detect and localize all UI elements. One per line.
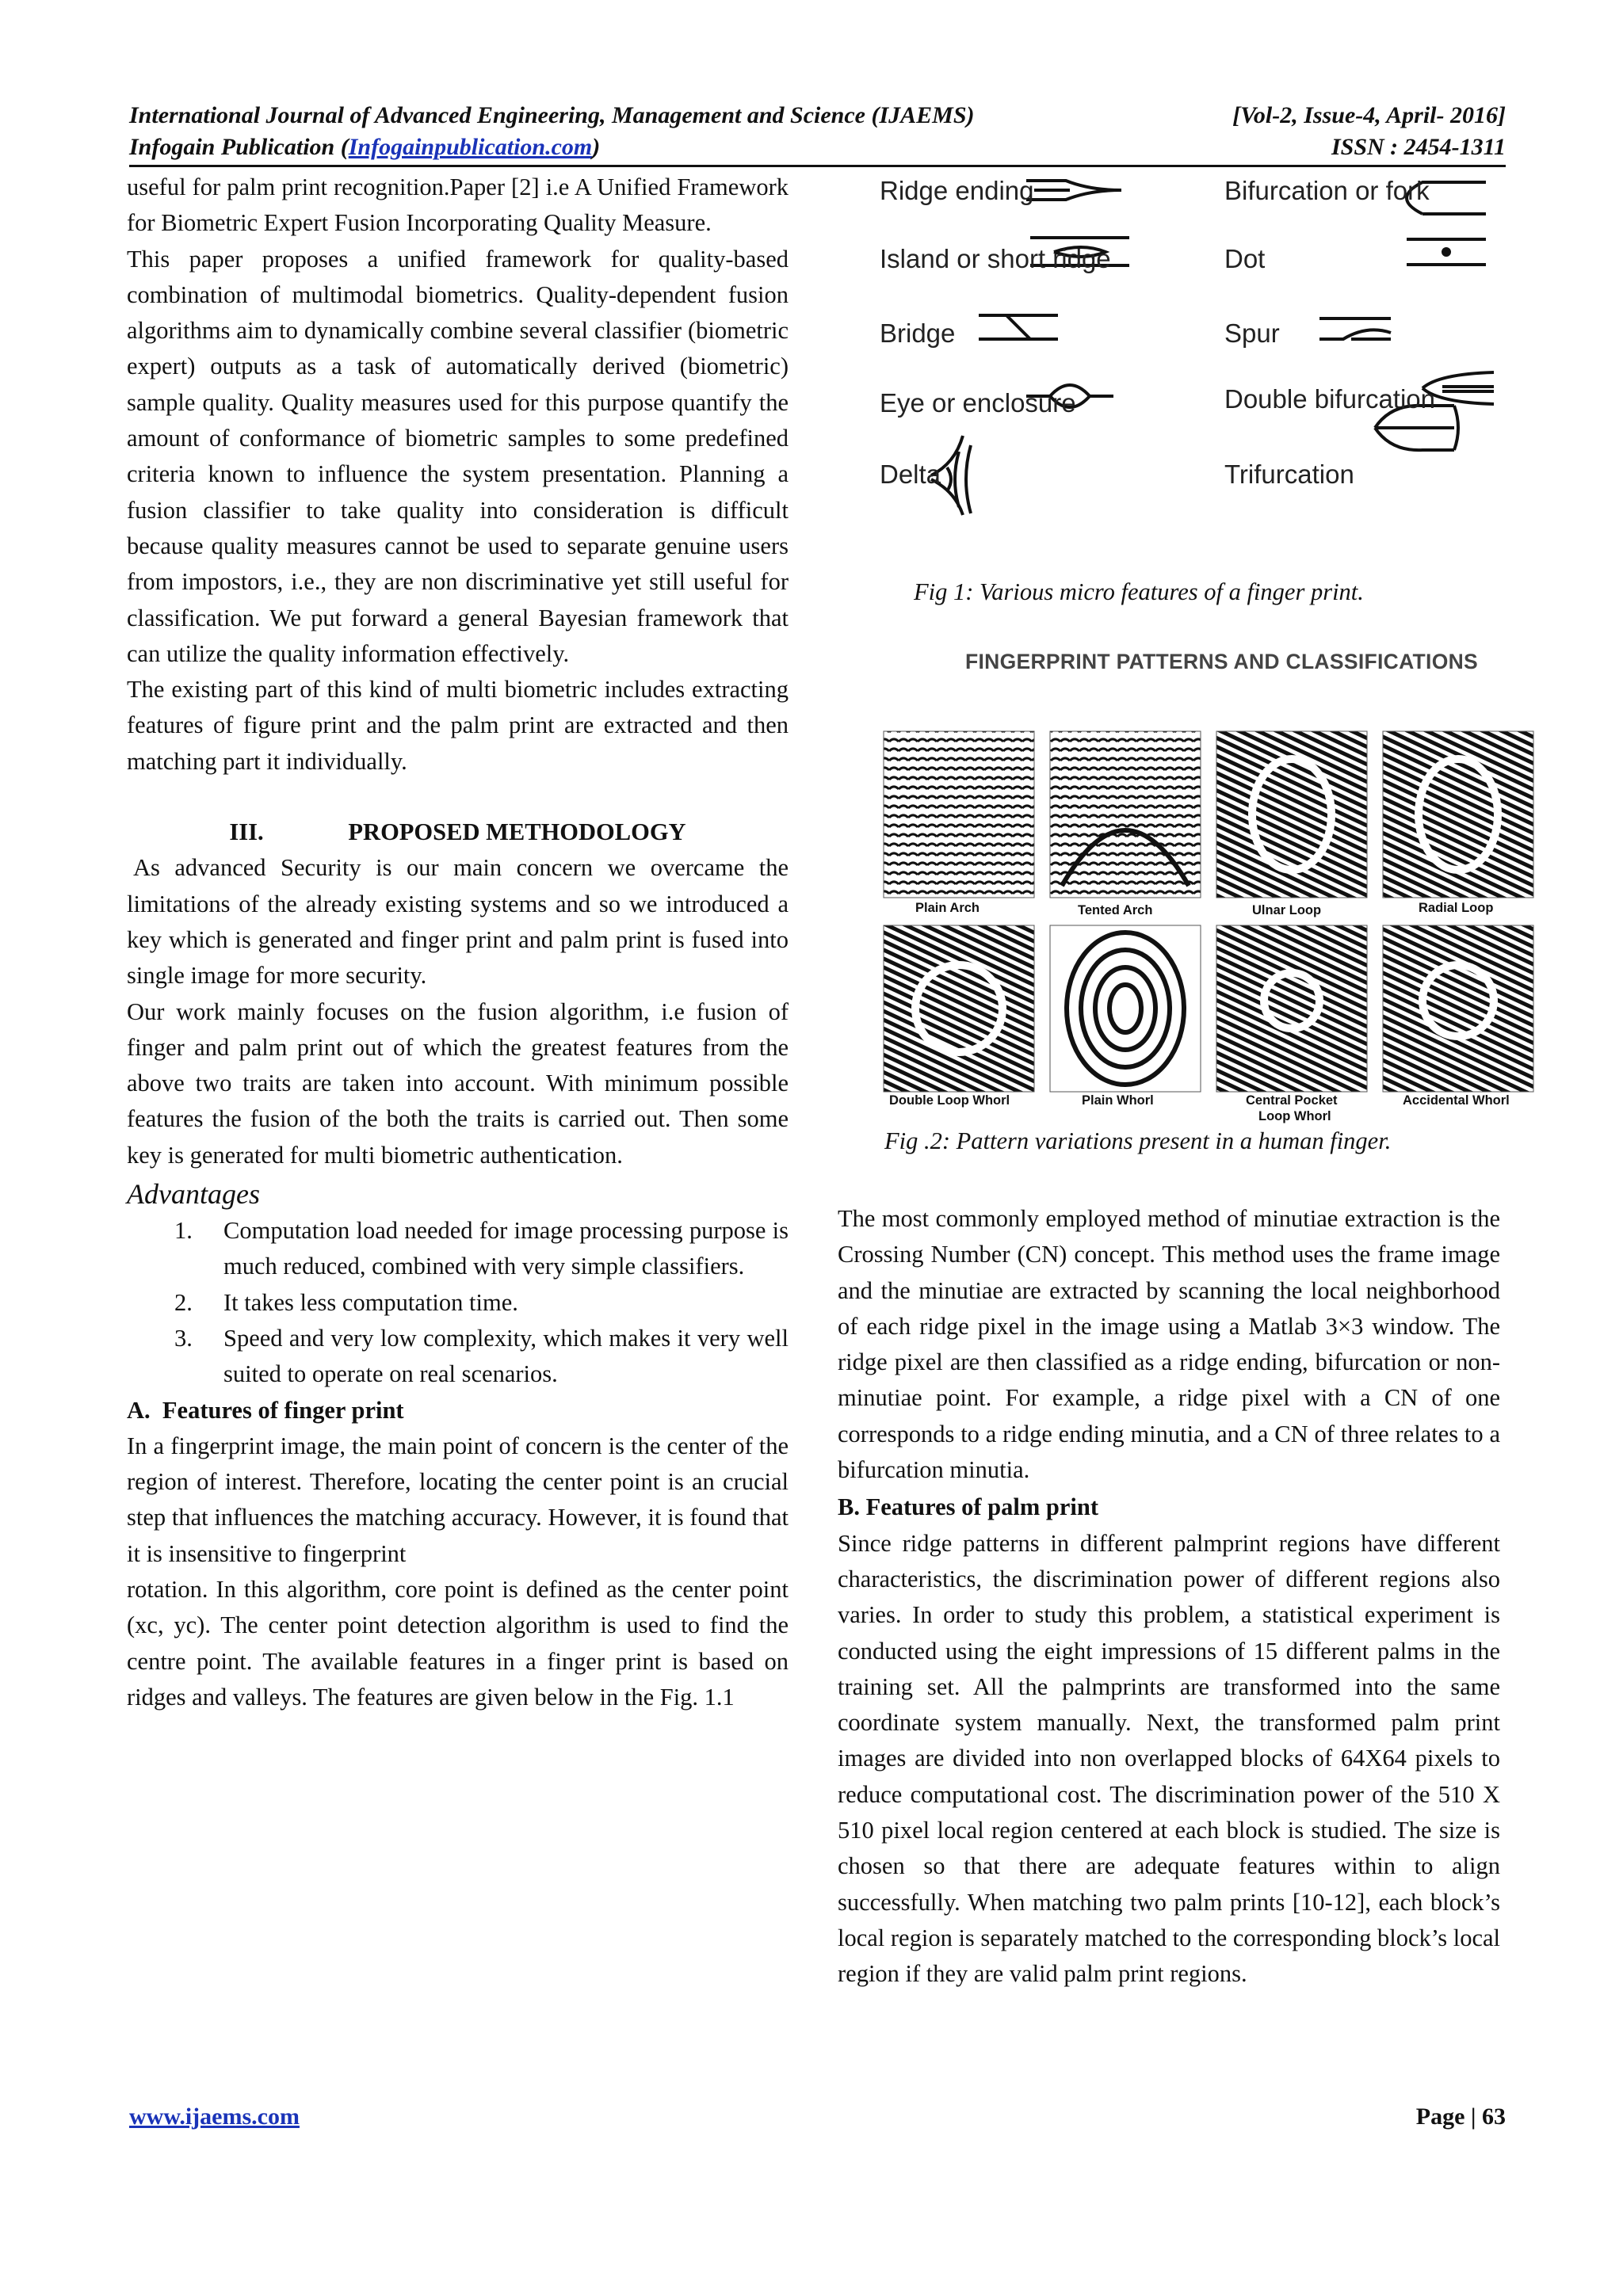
fingerprint-central-pocket-loop-whorl [1216, 925, 1367, 1092]
volume-info: [Vol-2, Issue-4, April- 2016] [1232, 102, 1506, 128]
paragraph: useful for palm print recognition.Paper [2] i.e A Unified Framework for Biometric Expert Fusion Incorporating Quality Measure. [127, 174, 789, 237]
list-item [127, 1213, 789, 1285]
feature-label: Trifurcation [1224, 460, 1354, 489]
section-title: PROPOSED METHODOLOGY [348, 818, 686, 846]
pattern-label: Tented Arch [1078, 903, 1153, 917]
subsection-letter: A [127, 1396, 145, 1424]
fingerprint-accidental-whorl [1383, 925, 1533, 1092]
list-number: 1. [174, 1217, 193, 1245]
feature-label: Spur [1224, 318, 1280, 348]
paragraph: Our work mainly focuses on the fusion algorithm, i.e fusion of finger and palm print out of which the greatest features from the above two traits are taken into account. With minimum possible features the fusion of the both the traits is carried out. Then some key is generated for multi biometric authentication. [127, 997, 789, 1169]
page-number: Page | 63 [1415, 2103, 1506, 2130]
page-footer [129, 2103, 1506, 2130]
figure-minutiae [868, 166, 1502, 539]
pattern-label: Loop Whorl [1258, 1109, 1331, 1123]
publisher-suffix: ) [592, 134, 601, 160]
subsection-heading-a: A. Features of finger print [127, 1396, 404, 1424]
running-header-line1 [129, 100, 1506, 132]
subsection-title: Features of finger print [162, 1396, 404, 1424]
paragraph: The most commonly employed method of minutiae extraction is the Crossing Number (CN) concept. This method uses the frame image and the minutiae are extracted by scanning the local neighborhood of each ridge pixel in the image using a Matlab 3×3 window. The ridge pixel are then classified as a ridge ending, bifurcation or non- minutiae point. For example, a ridge pixel with a CN of one corresponds to a ridge ending minutia, and a CN of three relates to a bifurcation minutia. [838, 1205, 1500, 1484]
pattern-label: Double Loop Whorl [889, 1093, 1010, 1108]
figure1-caption: Fig 1: Various micro features of a finger print. [914, 578, 1364, 605]
section-heading [127, 814, 789, 850]
paragraph: rotation. In this algorithm, core point is defined as the center point (xc, yc). The center point detection algorithm is used to find the centre point. The available features in a finger print is based on ridges and valleys. The features are given below in the Fig. 1.1 [127, 1575, 789, 1711]
journal-title: International Journal of Advanced Engineering, Management and Science (IJAEMS) [129, 102, 975, 128]
list-item [127, 1285, 789, 1321]
feature-label: Double bifurcation [1224, 384, 1435, 414]
feature-label: Bridge [880, 318, 956, 348]
left-column [127, 170, 789, 1715]
list-item [127, 1321, 789, 1393]
list-text: Computation load needed for image processing purpose is much reduced, combined with very simple classifiers. [223, 1217, 789, 1280]
bridge-icon [979, 315, 1058, 339]
list-text: It takes less computation time. [223, 1288, 518, 1316]
right-column [838, 1201, 1500, 1993]
figure2-caption: Fig .2: Pattern variations present in a human finger. [884, 1127, 1392, 1154]
feature-label: Delta [880, 460, 941, 489]
feature-label: Island or short ridge [880, 244, 1111, 273]
paragraph: Since ridge patterns in different palmprint regions have different characteristics, the discrimination power of different regions also varies. In order to study this problem, a statistical experiment is conducted using the eight impressions of 15 different palms in the training set. All the palmprints are transformed into the same coordinate system manually. Next, the transformed palm print images are divided into non overlapped blocks of 64X64 pixels to reduce computational cost. The discrimination power of the 510 X 510 pixel local region centered at each block is studied. The size is chosen so that there are adequate features within to align successfully. When matching two palm prints [10-12], each block’s local region is separately matched to the corresponding block’s local region if they are valid palm print regions. [838, 1529, 1500, 1988]
fingerprint-double-loop-whorl [884, 925, 1034, 1092]
list-number: 2. [174, 1288, 193, 1316]
footer-site-link[interactable]: www.ijaems.com [129, 2103, 300, 2130]
subsection-heading-b: B. Features of palm print [838, 1493, 1098, 1521]
paragraph: This paper proposes a unified framework for quality-based combination of multimodal biometrics. Quality-dependent fusion algorithms aim to dynamically combine several classifier (biometric expert) outputs as a task of automatically derived (biometric) sample quality. Quality measures used for this purpose quantify the amount of conformance of biometric samples to some predefined criteria known to influence the system presentation. Planning a fusion classifier to take quality into consideration is difficult because quality measures cannot be used to separate genuine users from impostors, i.e., they are non discriminative yet still useful for classification. We put forward a general Bayesian framework that can utilize the quality information effectively. [127, 245, 789, 667]
running-header-line2 [129, 132, 1506, 163]
paragraph: The existing part of this kind of multi biometric includes extracting features of figure print and the palm print are extracted and then matching part it individually. [127, 676, 789, 775]
fingerprint-plain-arch [884, 731, 1034, 898]
pattern-label: Ulnar Loop [1252, 903, 1322, 917]
list-text: Speed and very low complexity, which makes it very well suited to operate on real scenarios. [223, 1324, 789, 1388]
ridge-ending-icon [1026, 181, 1121, 200]
pattern-label: Accidental Whorl [1403, 1093, 1510, 1108]
pattern-label: Plain Whorl [1082, 1093, 1154, 1108]
feature-label: Eye or enclosure [880, 388, 1076, 418]
pattern-label: Central Pocket [1246, 1093, 1338, 1108]
list-number: 3. [174, 1324, 193, 1352]
issn: ISSN : 2454-1311 [1331, 134, 1506, 160]
feature-label: Dot [1224, 244, 1266, 273]
figure-fingerprint-patterns [880, 727, 1537, 1123]
paragraph: As advanced Security is our main concern we overcame the limitations of the already existing systems and so we introduced a key which is generated and finger print and palm print is fused into single image for more security. [127, 854, 789, 990]
feature-label: Ridge ending [880, 176, 1034, 205]
pattern-label: Radial Loop [1419, 901, 1494, 915]
publisher-link[interactable]: Infogainpublication.com [348, 134, 593, 160]
spur-icon [1319, 318, 1391, 339]
figure2-title: FINGERPRINT PATTERNS AND CLASSIFICATIONS [965, 650, 1479, 673]
paragraph: In a fingerprint image, the main point of concern is the center of the region of interest. Therefore, locating the center point is an crucial step that influences the matching accuracy. However, it is found that it is insensitive to fingerprint [127, 1432, 789, 1567]
advantages-heading: Advantages [127, 1178, 260, 1211]
section-number: III. [229, 818, 264, 846]
pattern-label: Plain Arch [915, 901, 980, 915]
advantages-list [127, 1213, 789, 1392]
feature-label: Bifurcation or fork [1224, 176, 1430, 205]
dot-icon-center [1443, 249, 1449, 255]
publisher-prefix: Infogain Publication ( [129, 134, 349, 160]
